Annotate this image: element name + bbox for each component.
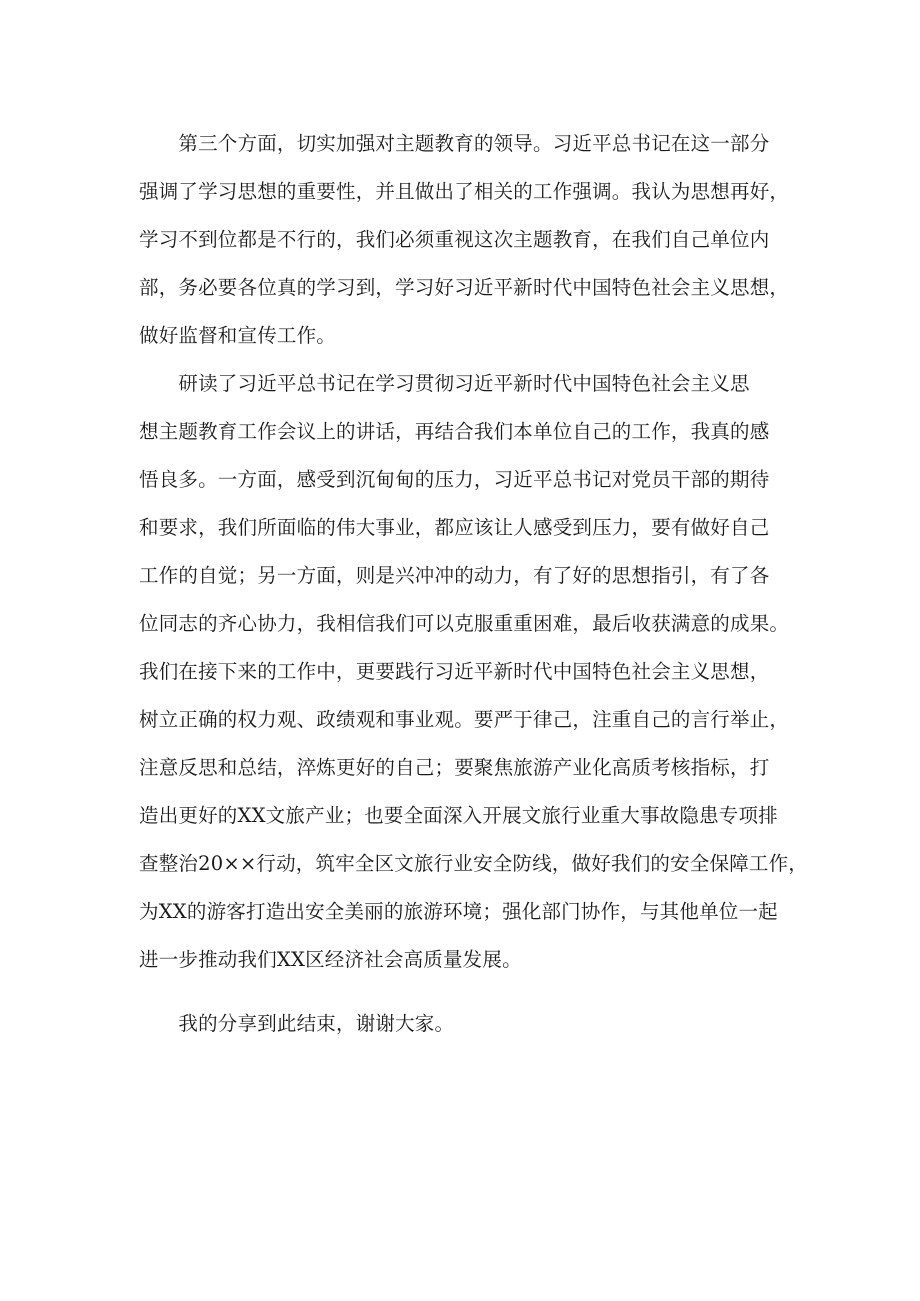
text-line: 学习不到位都是不行的，我们必须重视这次主题教育，在我们自己单位内 (139, 228, 770, 251)
paragraph-education-leadership (139, 120, 789, 360)
paragraph-closing (139, 1000, 789, 1048)
text-line: 进一步推动我们XX区经济社会高质量发展。 (139, 948, 522, 971)
text-line: 强调了学习思想的重要性，并且做出了相关的工作强调。我认为思想再好， (139, 180, 790, 203)
text-line: 研读了习近平总书记在学习贯彻习近平新时代中国特色社会主义思 (139, 372, 750, 395)
text-line: 第三个方面，切实加强对主题教育的领导。习近平总书记在这一部分 (139, 132, 770, 155)
text-line: 查整治20××行动，筑牢全区文旅行业安全防线，做好我们的安全保障工作， (139, 852, 808, 875)
text-line: 树立正确的权力观、政绩观和事业观。要严于律己，注重自己的言行举止， (139, 708, 790, 731)
text-line: 想主题教育工作会议上的讲话，再结合我们本单位自己的工作，我真的感 (139, 420, 770, 443)
text-line: 和要求，我们所面临的伟大事业，都应该让人感受到压力，要有做好自己 (139, 516, 770, 539)
text-line: 部，务必要各位真的学习到，学习好习近平新时代中国特色社会主义思想， (139, 276, 790, 299)
text-line: 悟良多。一方面，感受到沉甸甸的压力，习近平总书记对党员干部的期待 (139, 468, 770, 491)
text-line: 注意反思和总结，淬炼更好的自己；要聚焦旅游产业化高质考核指标，打 (139, 756, 770, 779)
text-line: 造出更好的XX文旅产业；也要全面深入开展文旅行业重大事故隐患专项排 (139, 804, 778, 827)
text-line: 我们在接下来的工作中，更要践行习近平新时代中国特色社会主义思想， (139, 660, 770, 683)
text-line: 做好监督和宣传工作。 (139, 324, 337, 347)
text-line: 工作的自觉；另一方面，则是兴冲冲的动力，有了好的思想指引，有了各 (139, 564, 770, 587)
text-line: 为XX的游客打造出安全美丽的旅游环境；强化部门协作，与其他单位一起 (139, 900, 778, 923)
text-line: 位同志的齐心协力，我相信我们可以克服重重困难，最后收获满意的成果。 (139, 612, 790, 635)
paragraph-reflections (139, 360, 808, 984)
text-line: 我的分享到此结束，谢谢大家。 (139, 1012, 455, 1035)
